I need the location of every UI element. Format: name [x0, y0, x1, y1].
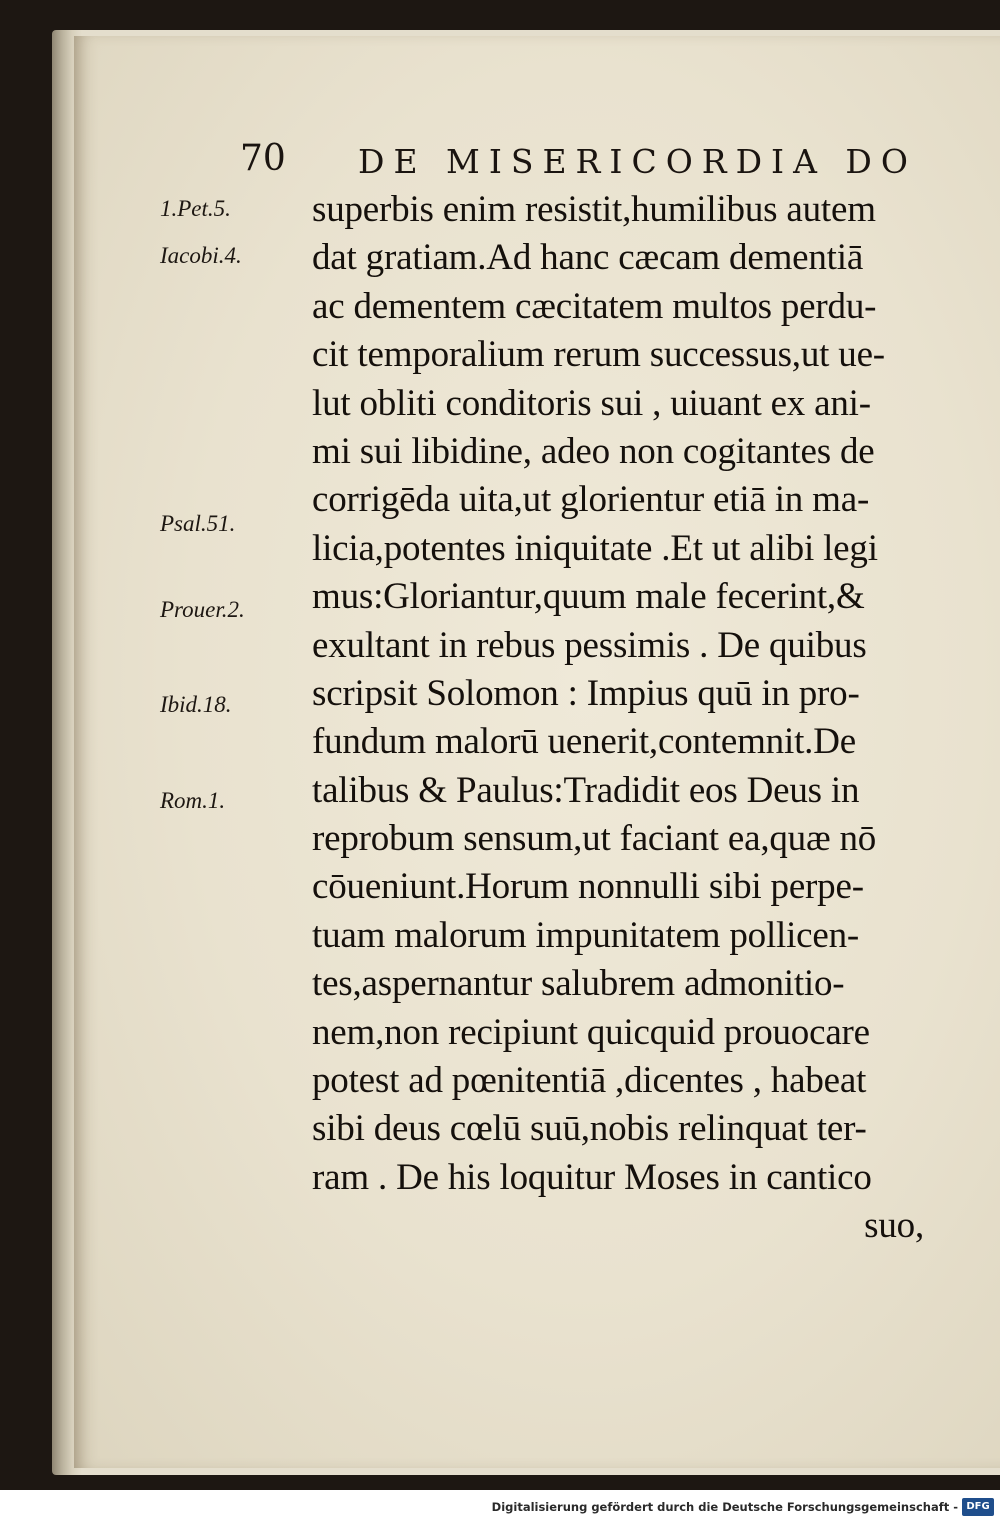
text-line: potest ad pœnitentiā ,dicentes , habeat	[312, 1060, 867, 1102]
text-line: exultant in rebus pessimis . De quibus	[312, 624, 867, 666]
running-head-title: DE MISERICORDIA DO	[358, 142, 917, 181]
margin-note: Psal.51.	[160, 511, 236, 536]
text-line: nem,non recipiunt quicquid prouocare	[312, 1011, 870, 1053]
text-line: ac dementem cæcitatem multos perdu-	[312, 285, 877, 327]
text-line: scripsit Solomon : Impius quū in pro-	[312, 672, 860, 714]
text-line: tes,aspernantur salubrem admonitio-	[312, 963, 845, 1005]
margin-note: Prouer.2.	[160, 597, 245, 622]
text-line: ram . De his loquitur Moses in cantico	[312, 1156, 872, 1198]
page-number: 70	[240, 138, 286, 179]
text-line: cit temporalium rerum successus,ut ue-	[312, 334, 885, 376]
running-head	[240, 138, 960, 182]
text-line: licia,potentes iniquitate .Et ut alibi legi	[312, 527, 878, 569]
text-line: superbis enim resistit,humilibus autem	[312, 189, 876, 230]
text-line: cōueniunt.Horum nonnulli sibi perpe-	[312, 866, 864, 908]
text-line: talibus & Paulus:Tradidit eos Deus in	[312, 769, 860, 811]
text-line: corrigēda uita,ut glorientur etiā in ma-	[312, 479, 870, 521]
main-text	[312, 186, 952, 1251]
margin-note: 1.Pet.5.	[160, 196, 231, 221]
margin-note: Ibid.18.	[160, 692, 232, 717]
dfg-logo: DFG	[962, 1498, 994, 1516]
margin-note: Rom.1.	[160, 788, 226, 813]
margin-note: Iacobi.4.	[160, 243, 242, 268]
footer-bar	[0, 1490, 1000, 1525]
text-line: mi sui libidine, adeo non cogitantes de	[312, 430, 875, 472]
text-line: fundum malorū uenerit,contemnit.De	[312, 721, 856, 763]
text-line: mus:Gloriantur,quum male fecerint,&	[312, 576, 865, 618]
text-line: tuam malorum impunitatem pollicen-	[312, 914, 860, 956]
footer-credit: Digitalisierung gefördert durch die Deutsche Forschungsgemeinschaft -	[491, 1500, 958, 1514]
text-line: sibi deus cœlū suū,nobis relinquat ter-	[312, 1108, 867, 1150]
text-line: lut obliti conditoris sui , uiuant ex ani-	[312, 382, 871, 424]
text-line: dat gratiam.Ad hanc cæcam dementiā	[312, 237, 864, 279]
text-line: reprobum sensum,ut faciant ea,quæ nō	[312, 818, 877, 860]
catchword: suo,	[864, 1205, 924, 1247]
